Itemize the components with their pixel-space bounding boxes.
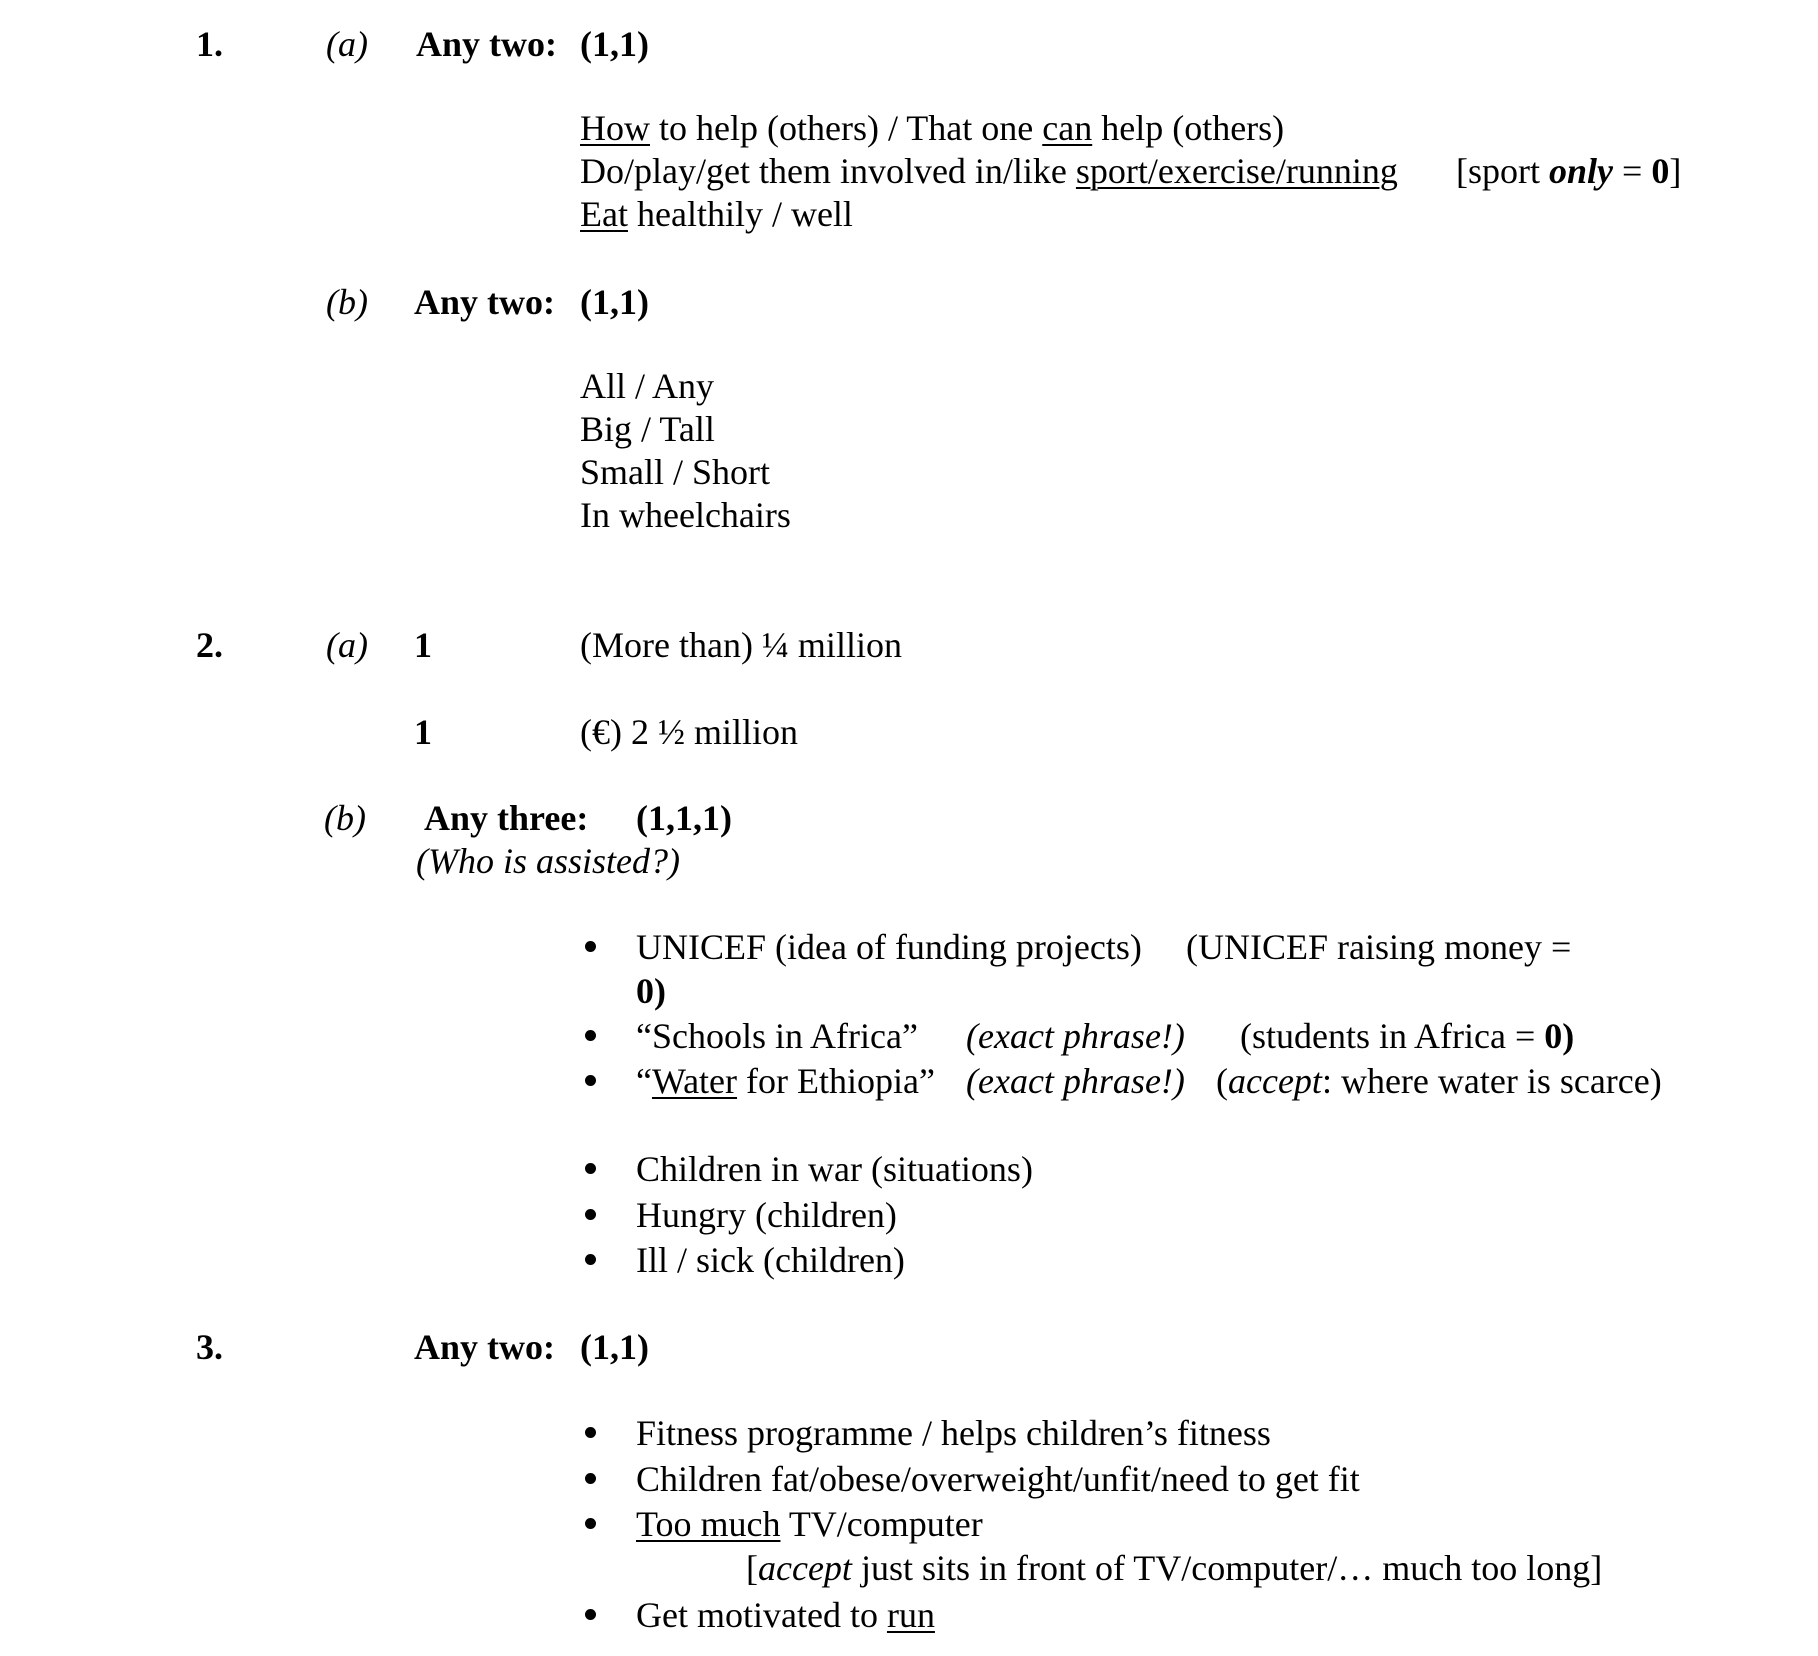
q2b-bullet-3 bbox=[636, 1063, 935, 1099]
bullet-icon bbox=[585, 941, 596, 952]
answer-text: TV/computer bbox=[780, 1504, 983, 1544]
bullet-icon bbox=[585, 1518, 596, 1529]
bullet-icon bbox=[585, 1209, 596, 1220]
note-emphasis: accept bbox=[758, 1548, 852, 1588]
question-1-number: 1. bbox=[196, 24, 223, 64]
answer-text: “ bbox=[636, 1061, 652, 1101]
bullet-icon bbox=[585, 1473, 596, 1484]
q1a-answer-line-3 bbox=[580, 196, 853, 232]
note-text: ] bbox=[1669, 151, 1682, 191]
bullet-icon bbox=[585, 1254, 596, 1265]
q2b-bullet-5: Hungry (children) bbox=[636, 1195, 897, 1235]
bullet-icon bbox=[585, 1609, 596, 1620]
question-2b-heading: Any three: bbox=[424, 798, 589, 838]
answer-text: healthily / well bbox=[627, 194, 853, 234]
q1a-answer-line-2 bbox=[580, 153, 1398, 189]
note-text: [sport bbox=[1456, 151, 1549, 191]
q2b-bullet-2-exact-phrase: (exact phrase!) bbox=[966, 1016, 1185, 1056]
underlined-water: Water bbox=[651, 1061, 738, 1101]
q1b-answer-1: All / Any bbox=[580, 366, 715, 406]
answer-text: Do/play/get them involved in/like bbox=[580, 151, 1076, 191]
q1b-answer-4: In wheelchairs bbox=[580, 495, 791, 535]
q1b-answer-3: Small / Short bbox=[580, 452, 771, 492]
answer-text: UNICEF (idea of funding projects) bbox=[636, 927, 1142, 967]
q3-bullet-3 bbox=[636, 1506, 983, 1542]
q2b-bullet-2-note bbox=[1240, 1018, 1574, 1054]
answer-text: Get motivated to bbox=[636, 1595, 887, 1635]
question-2b-label: (b) bbox=[324, 798, 366, 838]
q2b-bullet-3-note bbox=[1216, 1063, 1662, 1099]
q2b-bullet-6: Ill / sick (children) bbox=[636, 1240, 905, 1280]
q2b-bullet-1-score: 0) bbox=[636, 971, 666, 1011]
underlined-how: How bbox=[580, 108, 650, 148]
question-2-number: 2. bbox=[196, 625, 223, 665]
underlined-run: run bbox=[886, 1595, 935, 1635]
note-text: (students in Africa = bbox=[1240, 1016, 1545, 1056]
note-text: ( bbox=[1216, 1061, 1228, 1101]
question-1a-marks: (1,1) bbox=[580, 24, 649, 64]
question-2a-mark-2: 1 bbox=[414, 712, 432, 752]
question-1b-heading: Any two: bbox=[414, 282, 555, 322]
q3-bullet-2: Children fat/obese/overweight/unfit/need to get fit bbox=[636, 1459, 1360, 1499]
note-text: : where water is scarce) bbox=[1321, 1061, 1662, 1101]
note-score: 0) bbox=[1544, 1016, 1575, 1056]
question-1b-label: (b) bbox=[326, 282, 368, 322]
underlined-too-much: Too much bbox=[636, 1504, 781, 1544]
question-1a-label: (a) bbox=[326, 24, 368, 64]
answer-text: to help (others) / That one bbox=[650, 108, 1043, 148]
q2a-answer-2: (€) 2 ½ million bbox=[580, 712, 798, 752]
q1b-answer-2: Big / Tall bbox=[580, 409, 715, 449]
note-emphasis: only bbox=[1549, 151, 1614, 191]
q2b-bullet-3-exact-phrase: (exact phrase!) bbox=[966, 1061, 1185, 1101]
bullet-icon bbox=[585, 1075, 596, 1086]
q3-bullet-1: Fitness programme / helps children’s fitness bbox=[636, 1413, 1271, 1453]
bullet-icon bbox=[585, 1163, 596, 1174]
question-1b-marks: (1,1) bbox=[580, 282, 649, 322]
underlined-can: can bbox=[1042, 108, 1093, 148]
q3-accept-note bbox=[746, 1550, 1602, 1586]
bullet-icon bbox=[585, 1030, 596, 1041]
question-2b-subheading: (Who is assisted?) bbox=[416, 841, 680, 881]
q1a-answer-line-1 bbox=[580, 110, 1284, 146]
underlined-sport-exercise-running: sport/exercise/running bbox=[1075, 151, 1398, 191]
q2b-bullet-2: “Schools in Africa” bbox=[636, 1016, 918, 1056]
question-2a-label: (a) bbox=[326, 625, 368, 665]
note-text: [ bbox=[746, 1548, 758, 1588]
q1a-sport-only-note bbox=[1456, 153, 1681, 189]
note-emphasis: accept bbox=[1228, 1061, 1322, 1101]
q2a-answer-1: (More than) ¼ million bbox=[580, 625, 902, 665]
note-score: 0 bbox=[1651, 151, 1670, 191]
question-3-marks: (1,1) bbox=[580, 1327, 649, 1367]
q2b-bullet-4: Children in war (situations) bbox=[636, 1149, 1033, 1189]
note-text: just sits in front of TV/computer/… much too long] bbox=[851, 1548, 1603, 1588]
q3-bullet-4 bbox=[636, 1597, 935, 1633]
question-3-number: 3. bbox=[196, 1327, 223, 1367]
underlined-eat: Eat bbox=[580, 194, 628, 234]
question-2b-marks: (1,1,1) bbox=[636, 798, 732, 838]
bullet-icon bbox=[585, 1427, 596, 1438]
question-2a-mark-1: 1 bbox=[414, 625, 432, 665]
answer-text: for Ethiopia” bbox=[737, 1061, 935, 1101]
q2b-bullet-1-note: (UNICEF raising money = bbox=[1186, 927, 1572, 967]
answer-text: help (others) bbox=[1092, 108, 1285, 148]
question-1a-heading: Any two: bbox=[416, 24, 557, 64]
q2b-bullet-1 bbox=[636, 929, 1142, 965]
question-3-heading: Any two: bbox=[414, 1327, 555, 1367]
note-text: = bbox=[1613, 151, 1652, 191]
